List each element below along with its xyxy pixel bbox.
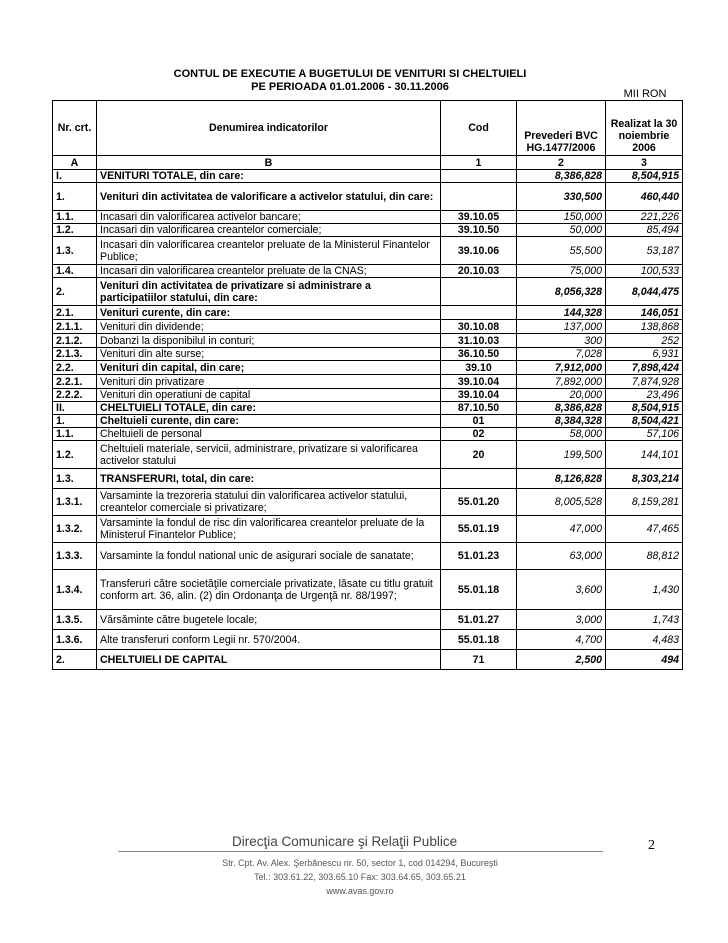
row-prevederi: 137,000 bbox=[517, 320, 606, 334]
footer-organization: Direcţia Comunicare şi Relaţii Publice bbox=[232, 834, 458, 849]
col-header-name: Denumirea indicatorilor bbox=[97, 101, 441, 156]
row-indicator: Venituri din activitatea de valorificare a activelor statului, din care: bbox=[97, 183, 441, 211]
table-row bbox=[53, 402, 683, 415]
row-prevederi: 8,056,328 bbox=[517, 278, 606, 306]
row-number: 2.1. bbox=[53, 306, 97, 320]
row-indicator: Cheltuieli de personal bbox=[97, 428, 441, 441]
row-code: 36.10.50 bbox=[441, 348, 517, 361]
col-label-1: 1 bbox=[441, 156, 517, 170]
row-number: 1.1. bbox=[53, 211, 97, 224]
row-realizat: 144,101 bbox=[606, 441, 683, 469]
table-row bbox=[53, 265, 683, 278]
table-row bbox=[53, 170, 683, 183]
row-realizat: 23,496 bbox=[606, 389, 683, 402]
row-number: 1.3.5. bbox=[53, 610, 97, 630]
row-realizat: 8,504,915 bbox=[606, 170, 683, 183]
row-number: 2.2. bbox=[53, 361, 97, 375]
row-code: 39.10.05 bbox=[441, 211, 517, 224]
row-indicator: TRANSFERURI, total, din care: bbox=[97, 469, 441, 489]
row-number: 1.4. bbox=[53, 265, 97, 278]
row-code: 39.10.04 bbox=[441, 389, 517, 402]
row-indicator: Venituri din operatiuni de capital bbox=[97, 389, 441, 402]
row-code: 39.10.06 bbox=[441, 237, 517, 265]
row-prevederi: 75,000 bbox=[517, 265, 606, 278]
row-indicator: Venituri din privatizare bbox=[97, 375, 441, 389]
row-indicator: Venituri din capital, din care; bbox=[97, 361, 441, 375]
col-header-realizat: Realizat la 30 noiembrie 2006 bbox=[606, 101, 683, 156]
row-prevederi: 58,000 bbox=[517, 428, 606, 441]
table-row bbox=[53, 183, 683, 211]
row-number: 1. bbox=[53, 415, 97, 428]
table-row bbox=[53, 428, 683, 441]
table-subheader-row bbox=[53, 156, 683, 170]
row-code: 20.10.03 bbox=[441, 265, 517, 278]
col-header-nr: Nr. crt. bbox=[53, 101, 97, 156]
col-label-b: B bbox=[97, 156, 441, 170]
row-prevederi: 7,892,000 bbox=[517, 375, 606, 389]
row-indicator: Dobanzi la disponibilul in conturi; bbox=[97, 334, 441, 348]
row-number: 2.1.1. bbox=[53, 320, 97, 334]
row-realizat: 47,465 bbox=[606, 516, 683, 543]
row-number: 1.3. bbox=[53, 469, 97, 489]
row-code bbox=[441, 469, 517, 489]
table-row bbox=[53, 348, 683, 361]
table-row bbox=[53, 375, 683, 389]
row-code: 87.10.50 bbox=[441, 402, 517, 415]
row-prevederi: 150,000 bbox=[517, 211, 606, 224]
row-number: 2.2.2. bbox=[53, 389, 97, 402]
row-realizat: 146,051 bbox=[606, 306, 683, 320]
row-number: 1.2. bbox=[53, 224, 97, 237]
row-realizat: 8,044,475 bbox=[606, 278, 683, 306]
footer-website: www.avas.gov.ro bbox=[326, 886, 394, 896]
row-number: 2.2.1. bbox=[53, 375, 97, 389]
row-indicator: Alte transferuri conform Legii nr. 570/2004. bbox=[97, 630, 441, 650]
row-realizat: 88,812 bbox=[606, 543, 683, 570]
row-prevederi: 3,600 bbox=[517, 570, 606, 610]
row-prevederi: 144,328 bbox=[517, 306, 606, 320]
row-code: 02 bbox=[441, 428, 517, 441]
row-code: 39.10.04 bbox=[441, 375, 517, 389]
row-prevederi: 7,028 bbox=[517, 348, 606, 361]
row-indicator: Venituri din alte surse; bbox=[97, 348, 441, 361]
row-number: 1.3.6. bbox=[53, 630, 97, 650]
row-indicator: Venituri curente, din care: bbox=[97, 306, 441, 320]
row-code: 39.10 bbox=[441, 361, 517, 375]
row-realizat: 7,898,424 bbox=[606, 361, 683, 375]
table-row bbox=[53, 224, 683, 237]
row-realizat: 1,430 bbox=[606, 570, 683, 610]
table-row bbox=[53, 570, 683, 610]
row-indicator: Venituri din activitatea de privatizare si administrare a participatiilor statului, din care: bbox=[97, 278, 441, 306]
row-indicator: CHELTUIELI TOTALE, din care: bbox=[97, 402, 441, 415]
row-code: 55.01.20 bbox=[441, 489, 517, 516]
row-prevederi: 300 bbox=[517, 334, 606, 348]
row-code: 55.01.18 bbox=[441, 630, 517, 650]
col-header-prevederi: Prevederi BVC HG.1477/2006 bbox=[517, 101, 606, 156]
row-code: 71 bbox=[441, 650, 517, 670]
row-realizat: 221,226 bbox=[606, 211, 683, 224]
row-prevederi: 63,000 bbox=[517, 543, 606, 570]
row-indicator: Varsaminte la fondul de risc din valorificarea creantelor preluate de la Ministerul Finantelor Publice; bbox=[97, 516, 441, 543]
row-realizat: 138,868 bbox=[606, 320, 683, 334]
row-realizat: 100,533 bbox=[606, 265, 683, 278]
row-realizat: 8,504,421 bbox=[606, 415, 683, 428]
row-indicator: Transferuri către societăţile comerciale privatizate, lăsate cu titlu gratuit conform art. 36, alin. (2) din Ordonanţa de Urgenţă nr. 88/1997; bbox=[97, 570, 441, 610]
row-number: I. bbox=[53, 170, 97, 183]
row-prevederi: 8,386,828 bbox=[517, 402, 606, 415]
footer-address: Str. Cpt. Av. Alex. Şerbănescu nr. 50, sector 1, cod 014294, Bucureşti bbox=[222, 858, 498, 868]
row-prevederi: 47,000 bbox=[517, 516, 606, 543]
row-code bbox=[441, 306, 517, 320]
row-prevederi: 50,000 bbox=[517, 224, 606, 237]
row-code: 51.01.27 bbox=[441, 610, 517, 630]
row-indicator: Cheltuieli materiale, servicii, administrare, privatizare si valorificarea activelor statului bbox=[97, 441, 441, 469]
row-prevederi: 7,912,000 bbox=[517, 361, 606, 375]
table-row bbox=[53, 489, 683, 516]
row-realizat: 1,743 bbox=[606, 610, 683, 630]
row-code: 31.10.03 bbox=[441, 334, 517, 348]
table-row bbox=[53, 610, 683, 630]
col-label-3: 3 bbox=[606, 156, 683, 170]
row-code: 01 bbox=[441, 415, 517, 428]
row-realizat: 252 bbox=[606, 334, 683, 348]
row-code: 55.01.18 bbox=[441, 570, 517, 610]
row-code: 39.10.50 bbox=[441, 224, 517, 237]
row-prevederi: 20,000 bbox=[517, 389, 606, 402]
row-indicator: Incasari din valorificarea creantelor preluate de la Ministerul Finantelor Publice; bbox=[97, 237, 441, 265]
table-row bbox=[53, 211, 683, 224]
row-number: 1. bbox=[53, 183, 97, 211]
table-row bbox=[53, 237, 683, 265]
row-realizat: 494 bbox=[606, 650, 683, 670]
unit-label: MII RON bbox=[623, 88, 667, 100]
row-indicator: Incasari din valorificarea creantelor preluate de la CNAS; bbox=[97, 265, 441, 278]
row-realizat: 6,931 bbox=[606, 348, 683, 361]
document-period: PE PERIOADA 01.01.2006 - 30.11.2006 bbox=[251, 81, 449, 93]
table-row bbox=[53, 415, 683, 428]
table-row bbox=[53, 650, 683, 670]
row-prevederi: 8,384,328 bbox=[517, 415, 606, 428]
row-number: 2.1.2. bbox=[53, 334, 97, 348]
row-number: 2.1.3. bbox=[53, 348, 97, 361]
row-code bbox=[441, 278, 517, 306]
row-indicator: Venituri din dividende; bbox=[97, 320, 441, 334]
row-number: 1.1. bbox=[53, 428, 97, 441]
row-indicator: Vărsăminte către bugetele locale; bbox=[97, 610, 441, 630]
row-prevederi: 3,000 bbox=[517, 610, 606, 630]
row-number: 2. bbox=[53, 278, 97, 306]
row-indicator: Cheltuieli curente, din care: bbox=[97, 415, 441, 428]
row-prevederi: 8,386,828 bbox=[517, 170, 606, 183]
row-indicator: Incasari din valorificarea activelor bancare; bbox=[97, 211, 441, 224]
row-number: 1.3.1. bbox=[53, 489, 97, 516]
row-indicator: CHELTUIELI DE CAPITAL bbox=[97, 650, 441, 670]
row-number: II. bbox=[53, 402, 97, 415]
row-realizat: 7,874,928 bbox=[606, 375, 683, 389]
table-row bbox=[53, 320, 683, 334]
row-code: 51.01.23 bbox=[441, 543, 517, 570]
table-header-row bbox=[53, 101, 683, 156]
row-code bbox=[441, 170, 517, 183]
row-number: 1.3. bbox=[53, 237, 97, 265]
table-row bbox=[53, 361, 683, 375]
table-row bbox=[53, 630, 683, 650]
row-indicator: Varsaminte la fondul national unic de asigurari sociale de sanatate; bbox=[97, 543, 441, 570]
row-code: 55.01.19 bbox=[441, 516, 517, 543]
row-indicator: Varsaminte la trezoreria statului din valorificarea activelor statului, creantelor comerciale si privatizare; bbox=[97, 489, 441, 516]
row-prevederi: 2,500 bbox=[517, 650, 606, 670]
row-realizat: 8,159,281 bbox=[606, 489, 683, 516]
col-label-2: 2 bbox=[517, 156, 606, 170]
row-number: 1.3.4. bbox=[53, 570, 97, 610]
budget-table bbox=[52, 100, 683, 670]
table-row bbox=[53, 334, 683, 348]
row-realizat: 57,106 bbox=[606, 428, 683, 441]
row-number: 1.3.3. bbox=[53, 543, 97, 570]
row-realizat: 85,494 bbox=[606, 224, 683, 237]
document-title: CONTUL DE EXECUTIE A BUGETULUI DE VENITURI SI CHELTUIELI bbox=[173, 68, 527, 80]
col-header-cod: Cod bbox=[441, 101, 517, 156]
col-label-a: A bbox=[53, 156, 97, 170]
table-row bbox=[53, 389, 683, 402]
row-realizat: 8,303,214 bbox=[606, 469, 683, 489]
table-row bbox=[53, 543, 683, 570]
row-prevederi: 55,500 bbox=[517, 237, 606, 265]
row-indicator: VENITURI TOTALE, din care: bbox=[97, 170, 441, 183]
row-prevederi: 8,005,528 bbox=[517, 489, 606, 516]
row-indicator: Incasari din valorificarea creantelor comerciale; bbox=[97, 224, 441, 237]
row-code: 20 bbox=[441, 441, 517, 469]
table-row bbox=[53, 469, 683, 489]
row-code: 30.10.08 bbox=[441, 320, 517, 334]
row-realizat: 4,483 bbox=[606, 630, 683, 650]
footer-divider bbox=[118, 851, 603, 852]
table-row bbox=[53, 278, 683, 306]
row-number: 1.3.2. bbox=[53, 516, 97, 543]
row-prevederi: 199,500 bbox=[517, 441, 606, 469]
row-code bbox=[441, 183, 517, 211]
table-row bbox=[53, 516, 683, 543]
row-realizat: 460,440 bbox=[606, 183, 683, 211]
row-realizat: 8,504,915 bbox=[606, 402, 683, 415]
row-prevederi: 8,126,828 bbox=[517, 469, 606, 489]
row-realizat: 53,187 bbox=[606, 237, 683, 265]
row-prevederi: 330,500 bbox=[517, 183, 606, 211]
row-number: 2. bbox=[53, 650, 97, 670]
table-row bbox=[53, 306, 683, 320]
table-row bbox=[53, 441, 683, 469]
row-prevederi: 4,700 bbox=[517, 630, 606, 650]
page-number: 2 bbox=[648, 838, 655, 853]
footer-phone: Tel.: 303.61.22, 303.65.10 Fax: 303.64.65, 303.65.21 bbox=[254, 872, 466, 882]
row-number: 1.2. bbox=[53, 441, 97, 469]
